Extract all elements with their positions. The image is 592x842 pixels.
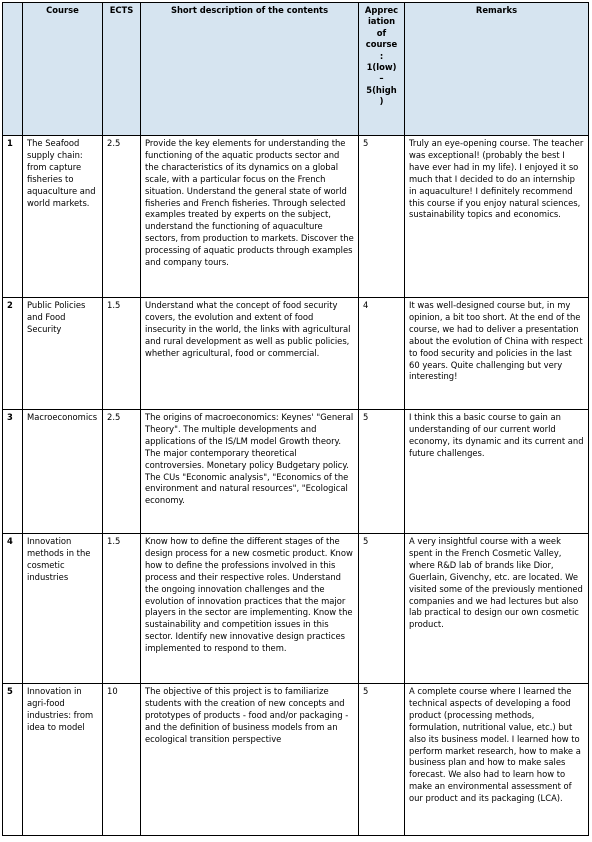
header-appreciation-line: of — [376, 27, 387, 38]
ects-value: 1.5 — [103, 534, 141, 684]
header-course: Course — [23, 3, 103, 136]
course-description: Provide the key elements for understanding the functioning of the aquatic products sector and the characteristics of its dynamics on a global scale, with a particular focus on the French situation. Understand the general state of world fisheries and French fisheries. Through selected examples treated by experts on the subject, understand the functioning of aquaculture sectors, from production to markets. Discover the processing of aquatic products through examples and company tours. — [141, 136, 359, 298]
table-row — [3, 410, 589, 534]
header-appreciation — [359, 3, 405, 136]
table-row — [3, 136, 589, 298]
appreciation-rating: 5 — [359, 410, 405, 534]
course-description: The objective of this project is to familiarize students with the creation of new concepts and prototypes of products - food and/or packaging - and the definition of business models from an ecological transition perspective — [141, 684, 359, 836]
course-name: Innovation in agri-food industries: from idea to model — [23, 684, 103, 836]
row-number: 1 — [3, 136, 23, 298]
header-appreciation-line: Apprec — [364, 5, 399, 15]
header-ects: ECTS — [103, 3, 141, 136]
table-row — [3, 534, 589, 684]
courses-table — [2, 2, 589, 836]
ects-value: 2.5 — [103, 410, 141, 534]
header-appreciation-line: 5(high — [366, 84, 397, 95]
course-description: Understand what the concept of food security covers, the evolution and extent of food insecurity in the world, the links with agricultural and rural development as well as public policies, whether agricultural, food or commercial. — [141, 298, 359, 410]
course-name: The Seafood supply chain: from capture fisheries to aquaculture and world markets. — [23, 136, 103, 298]
ects-value: 1.5 — [103, 298, 141, 410]
course-name: Public Policies and Food Security — [23, 298, 103, 410]
header-appreciation-line: iation — [367, 16, 396, 27]
appreciation-rating: 5 — [359, 534, 405, 684]
header-row — [3, 3, 589, 136]
appreciation-rating: 4 — [359, 298, 405, 410]
header-number — [3, 3, 23, 136]
header-remarks: Remarks — [405, 3, 589, 136]
course-description: The origins of macroeconomics: Keynes' "General Theory". The multiple developments and applications of the IS/LM model Growth theory. The major contemporary theoretical controversies. Monetary policy Budgetary policy. The CUs "Economic analysis", "Economics of the environment and natural resources", "Ecological economy. — [141, 410, 359, 534]
header-appreciation-line: 1(low) — [366, 62, 397, 73]
header-appreciation-line: course — [365, 39, 398, 50]
course-remarks: Truly an eye-opening course. The teacher was exceptional! (probably the best I have ever had in my life). I enjoyed it so much that I decided to do an internship in aquaculture! I definitely recommend this course if you enjoy natural sciences, sustainability topics and economics. — [405, 136, 589, 298]
course-description: Know how to define the different stages of the design process for a new cosmetic product. Know how to define the professions involved in this process and their respective roles. Understand the ongoing innovation challenges and the evolution of innovation practices that the major players in the sector are implementing. Know the sustainability and competition issues in this sector. Identify new innovative design practices implemented to respond to them. — [141, 534, 359, 684]
course-remarks: It was well-designed course but, in my opinion, a bit too short. At the end of the course, we had to deliver a presentation about the evolution of China with respect to food security and policies in the last 60 years. Quite challenging but very interesting! — [405, 298, 589, 410]
course-remarks: A very insightful course with a week spent in the French Cosmetic Valley, where R&D lab of brands like Dior, Guerlain, Givenchy, etc. are located. We visited some of the previously mentioned companies and we had lectures but also lab practical to design our own cosmetic product. — [405, 534, 589, 684]
header-appreciation-line: – — [379, 73, 384, 84]
ects-value: 2.5 — [103, 136, 141, 298]
table-row — [3, 684, 589, 836]
row-number: 2 — [3, 298, 23, 410]
table-row — [3, 298, 589, 410]
course-remarks: A complete course where I learned the technical aspects of developing a food product (processing methods, formulation, nutritional value, etc.) but also its business model. I learned how to perform market research, how to make a business plan and how to make sales forecast. We also had to learn how to make an environmental assessment of our product and its packaging (LCA). — [405, 684, 589, 836]
course-name: Innovation methods in the cosmetic industries — [23, 534, 103, 684]
row-number: 4 — [3, 534, 23, 684]
appreciation-rating: 5 — [359, 136, 405, 298]
header-appreciation-line: : — [379, 50, 384, 61]
appreciation-rating: 5 — [359, 684, 405, 836]
ects-value: 10 — [103, 684, 141, 836]
course-remarks: I think this a basic course to gain an understanding of our current world economy, its dynamic and its current and future challenges. — [405, 410, 589, 534]
header-appreciation-line: ) — [379, 96, 384, 107]
course-name: Macroeconomics — [23, 410, 103, 534]
row-number: 5 — [3, 684, 23, 836]
header-description: Short description of the contents — [141, 3, 359, 136]
row-number: 3 — [3, 410, 23, 534]
